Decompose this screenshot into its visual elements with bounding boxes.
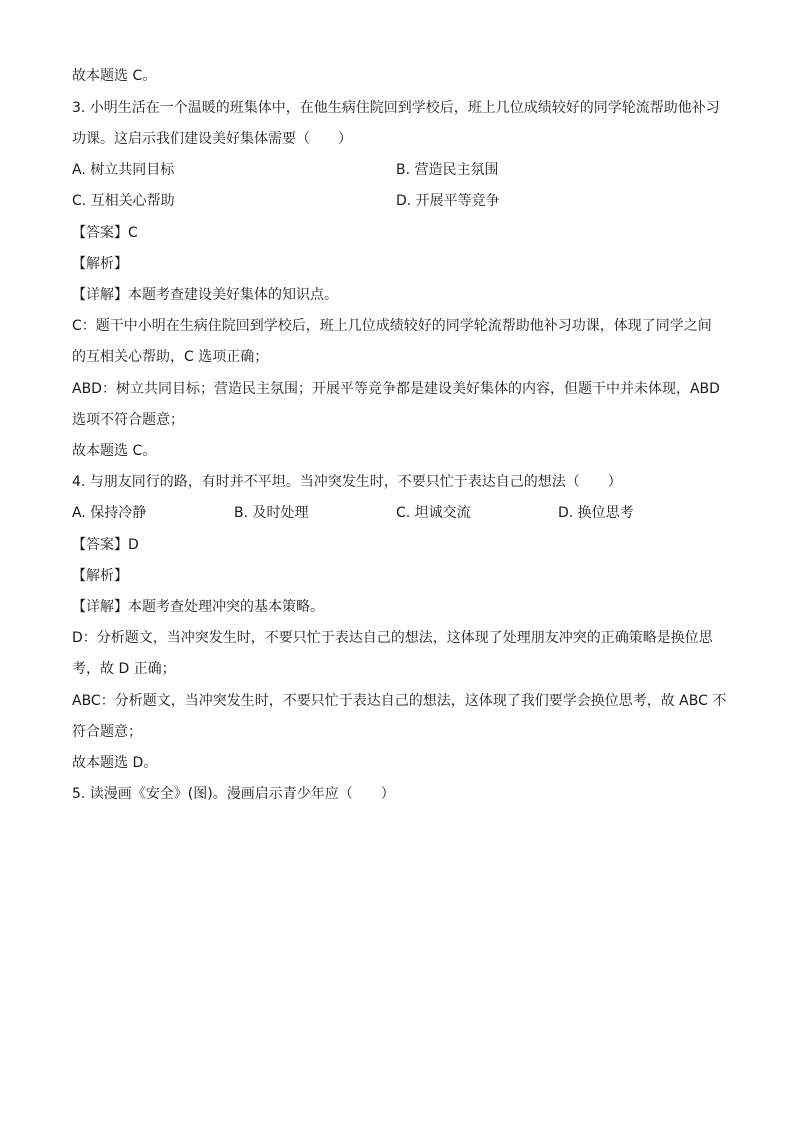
q3-explain-abd-line1: ABD：树立共同目标；营造民主氛围；开展平等竞争都是建设美好集体的内容，但题干中并未体现，ABD (72, 381, 720, 397)
q3-explain-c-line2: 的互相关心帮助，C 选项正确； (72, 349, 269, 365)
q4-analysis-label: 【解析】 (72, 568, 128, 584)
q4-option-a: A. 保持冷静 (72, 505, 147, 521)
q4-explain-d-line1: D：分析题文，当冲突发生时，不要只忙于表达自己的想法，这体现了处理朋友冲突的正确策略是换位思 (72, 630, 713, 646)
q4-explain-d-line2: 考，故 D 正确； (72, 661, 176, 677)
q3-answer: 【答案】C (72, 225, 138, 241)
q4-answer: 【答案】D (72, 537, 139, 553)
q3-option-d: D. 开展平等竞争 (396, 193, 500, 209)
q4-option-b: B. 及时处理 (234, 505, 309, 521)
q4-option-d: D. 换位思考 (558, 505, 634, 521)
q4-conclusion: 故本题选 D。 (72, 755, 158, 771)
q3-detail: 【详解】本题考查建设美好集体的知识点。 (72, 287, 338, 303)
prev-conclusion: 故本题选 C。 (72, 68, 157, 84)
q3-stem-line2: 功课。这启示我们建设美好集体需要（ ） (72, 131, 352, 147)
q3-analysis-label: 【解析】 (72, 256, 128, 272)
q3-explain-c-line1: C：题干中小明在生病住院回到学校后，班上几位成绩较好的同学轮流帮助他补习功课，体现了同学之间 (72, 318, 712, 334)
q4-stem: 4. 与朋友同行的路，有时并不平坦。当冲突发生时，不要只忙于表达自己的想法（ ） (72, 474, 622, 490)
q4-explain-abc-line2: 符合题意； (72, 724, 142, 740)
q3-option-a: A. 树立共同目标 (72, 162, 175, 178)
q3-conclusion: 故本题选 C。 (72, 443, 157, 459)
q4-explain-abc-line1: ABC：分析题文，当冲突发生时，不要只忙于表达自己的想法，这体现了我们要学会换位思考，故 ABC 不 (72, 693, 727, 709)
q3-stem-line1: 3. 小明生活在一个温暖的班集体中，在他生病住院回到学校后，班上几位成绩较好的同学轮流帮助他补习 (72, 100, 720, 116)
q3-explain-abd-line2: 选项不符合题意； (72, 412, 184, 428)
q4-option-c: C. 坦诚交流 (396, 505, 471, 521)
q4-detail: 【详解】本题考查处理冲突的基本策略。 (72, 599, 324, 615)
q3-option-b: B. 营造民主氛围 (396, 162, 499, 178)
q5-stem: 5. 读漫画《安全》(图)。漫画启示青少年应（ ） (72, 786, 395, 802)
q3-option-c: C. 互相关心帮助 (72, 193, 175, 209)
